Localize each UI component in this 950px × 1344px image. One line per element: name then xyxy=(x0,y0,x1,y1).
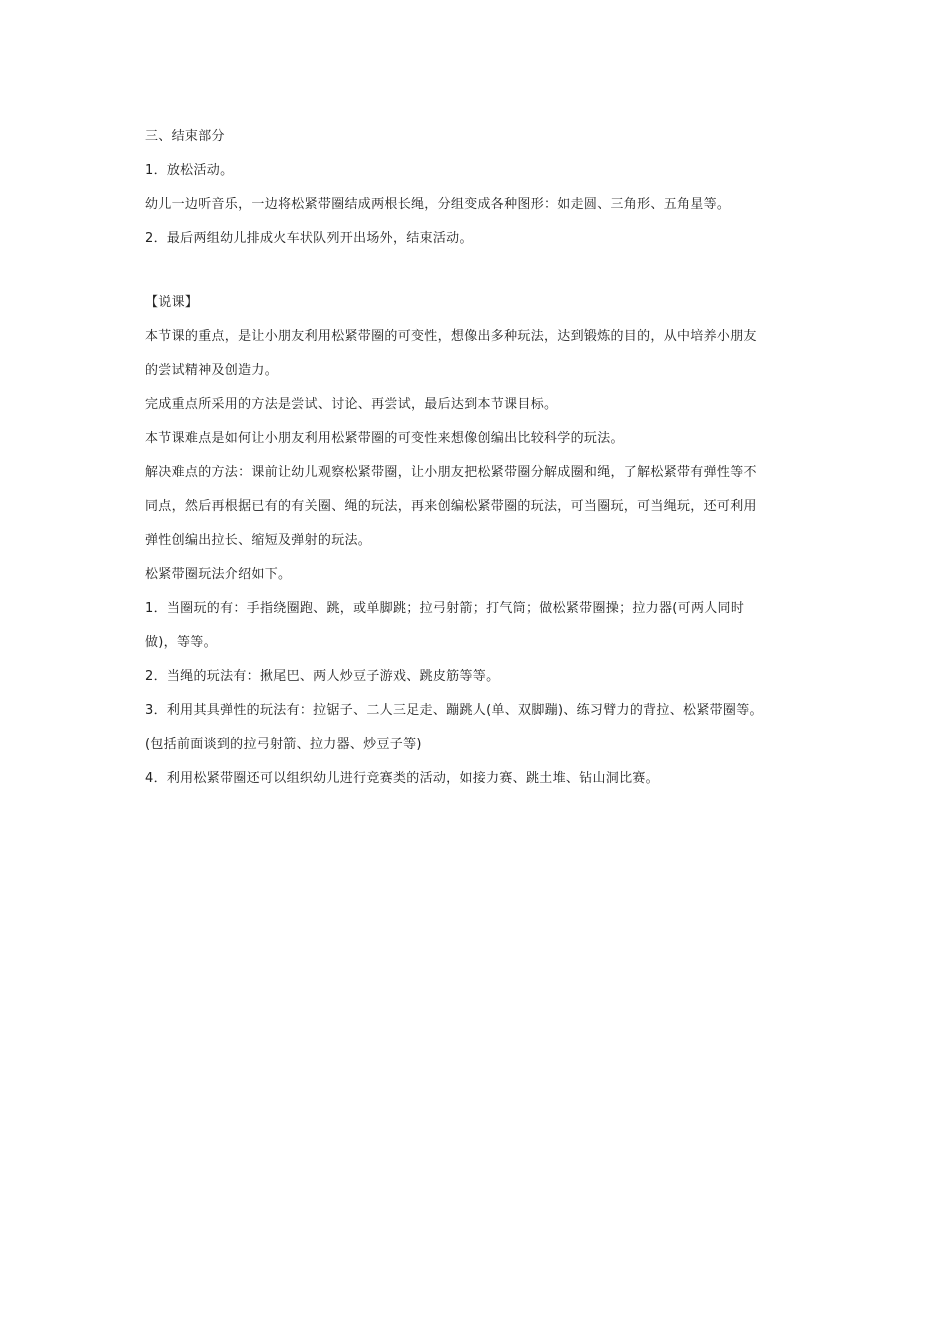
difficulty-paragraph: 本节课难点是如何让小朋友利用松紧带圈的可变性来想像创编出比较科学的玩法。 xyxy=(145,431,624,446)
focus-paragraph-line-1: 本节课的重点，是让小朋友利用松紧带圈的可变性，想像出多种玩法，达到锻炼的目的，从中培养小朋友 xyxy=(145,329,757,344)
solution-paragraph-line-3: 弹性创编出拉长、缩短及弹射的玩法。 xyxy=(145,533,372,548)
item-exit: 2．最后两组幼儿排成火车状队列开出场外，结束活动。 xyxy=(145,231,473,246)
list-item-3-line-2: (包括前面谈到的拉弓射箭、拉力器、炒豆子等) xyxy=(145,737,422,752)
shuoke-heading: 【说课】 xyxy=(145,295,199,310)
intro-paragraph: 松紧带圈玩法介绍如下。 xyxy=(145,567,292,582)
list-item-1-line-2: 做)，等等。 xyxy=(145,635,217,650)
list-item-2: 2．当绳的玩法有：揪尾巴、两人炒豆子游戏、跳皮筋等等。 xyxy=(145,669,500,684)
list-item-4: 4．利用松紧带圈还可以组织幼儿进行竞赛类的活动，如接力赛、跳土堆、钻山洞比赛。 xyxy=(145,771,659,786)
list-item-1-line-1: 1．当圈玩的有：手指绕圈跑、跳，或单脚跳；拉弓射箭；打气筒；做松紧带圈操；拉力器(可两人同时 xyxy=(145,601,745,616)
paragraph-gap xyxy=(145,256,810,286)
solution-paragraph-line-2: 同点，然后再根据已有的有关圈、绳的玩法，再来创编松紧带圈的玩法，可当圈玩，可当绳玩，还可利用 xyxy=(145,499,757,514)
focus-paragraph-line-2: 的尝试精神及创造力。 xyxy=(145,363,279,378)
list-item-3-line-1: 3．利用其具弹性的玩法有：拉锯子、二人三足走、蹦跳人(单、双脚蹦)、练习臂力的背拉、松紧带圈等。 xyxy=(145,703,763,718)
method-paragraph: 完成重点所采用的方法是尝试、讨论、再尝试，最后达到本节课目标。 xyxy=(145,397,558,412)
item-relax-text: 幼儿一边听音乐，一边将松紧带圈结成两根长绳，分组变成各种图形：如走圆、三角形、五角星等。 xyxy=(145,197,731,212)
solution-paragraph-line-1: 解决难点的方法：课前让幼儿观察松紧带圈，让小朋友把松紧带圈分解成圈和绳，了解松紧带有弹性等不 xyxy=(145,465,757,480)
item-relax-title: 1．放松活动。 xyxy=(145,163,234,178)
section-heading-end: 三、结束部分 xyxy=(145,129,225,144)
document-body xyxy=(145,120,810,796)
